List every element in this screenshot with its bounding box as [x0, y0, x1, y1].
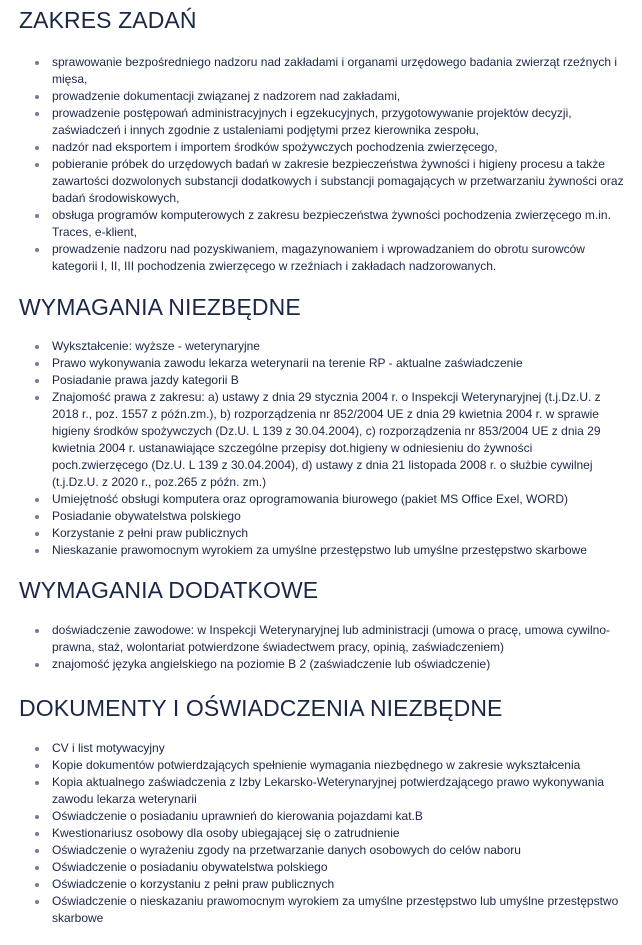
list-item: Kopie dokumentów potwierdzających spełnienie wymagania niezbędnego w zakresie wykształcenia: [52, 757, 624, 774]
list-item: Znajomość prawa z zakresu: a) ustawy z dnia 29 stycznia 2004 r. o Inspekcji Weterynaryjnej (t.j.Dz.U. z 2018 r., poz. 1557 z późn.zm.), b) rozporządzenia nr 852/2004 UE z dnia 29 kwietnia 2004 r. w sprawie higieny środków spożywczych (Dz.U. L 139 z 30.04.2004), c) rozporządzenia nr 853/2004 UE z dnia 29 kwietnia 2004 r. ustanawiające szczególne przepisy dot.higieny w odniesieniu do żywności poch.zwierzęcego (Dz.U. L 139 z 30.04.2004), d) ustawy z dnia 21 listopada 2008 r. o służbie cywilnej (t.j.Dz.U. z 2020 r., poz.265 z późn. zm.): [52, 389, 624, 491]
list-item: nadzór nad eksportem i importem środków spożywczych pochodzenia zwierzęcego,: [52, 139, 624, 156]
list-item: Posiadanie prawa jazdy kategorii B: [52, 372, 624, 389]
list-item: Oświadczenie o nieskazaniu prawomocnym wyrokiem za umyślne przestępstwo lub umyślne przestępstwo skarbowe: [52, 893, 624, 927]
list-item: Kwestionariusz osobowy dla osoby ubiegającej się o zatrudnienie: [52, 825, 624, 842]
list-item: Prawo wykonywania zawodu lekarza weterynarii na terenie RP - aktualne zaświadczenie: [52, 355, 624, 372]
list-item: Oświadczenie o posiadaniu obywatelstwa polskiego: [52, 859, 624, 876]
section-heading: DOKUMENTY I OŚWIADCZENIA NIEZBĘDNE: [19, 695, 503, 721]
list-item: sprawowanie bezpośredniego nadzoru nad zakładami i organami urzędowego badania zwierząt rzeźnych i mięsa,: [52, 54, 624, 88]
list-item: Posiadanie obywatelstwa polskiego: [52, 508, 624, 525]
section-dokumenty-i-oswiadczenia: [19, 694, 624, 927]
list-item: prowadzenie dokumentacji związanej z nadzorem nad zakładami,: [52, 88, 624, 105]
list-item: Korzystanie z pełni praw publicznych: [52, 525, 624, 542]
section-heading: WYMAGANIA DODATKOWE: [19, 577, 319, 603]
bullet-list: [19, 54, 624, 275]
list-item: Oświadczenie o wyrażeniu zgody na przetwarzanie danych osobowych do celów naboru: [52, 842, 624, 859]
list-item: Wykształcenie: wyższe - weterynaryjne: [52, 338, 624, 355]
bullet-list: [19, 338, 624, 559]
section-zakres-zadan: [19, 6, 624, 275]
section-wymagania-niezbedne: [19, 293, 624, 559]
section-wymagania-dodatkowe: [19, 576, 624, 673]
list-item: Umiejętność obsługi komputera oraz oprogramowania biurowego (pakiet MS Office Exel, WORD): [52, 491, 624, 508]
list-item: Kopia aktualnego zaświadczenia z Izby Lekarsko-Weterynaryjnej potwierdzającego prawo wykonywania zawodu lekarza weterynarii: [52, 774, 624, 808]
list-item: Oświadczenie o posiadaniu uprawnień do kierowania pojazdami kat.B: [52, 808, 624, 825]
list-item: doświadczenie zawodowe: w Inspekcji Weterynaryjnej lub administracji (umowa o pracę, umowa cywilno-prawna, staż, wolontariat potwierdzone świadectwem pracy, opinią, zaświadczeniem): [52, 622, 624, 656]
list-item: prowadzenie postępowań administracyjnych i egzekucyjnych, przygotowywanie projektów decyzji, zaświadczeń i innych zgodnie z ustaleniami podjętymi przez kierownika zespołu,: [52, 105, 624, 139]
list-item: znajomość języka angielskiego na poziomie B 2 (zaświadczenie lub oświadczenie): [52, 656, 624, 673]
list-item: Oświadczenie o korzystaniu z pełni praw publicznych: [52, 876, 624, 893]
list-item: obsługa programów komputerowych z zakresu bezpieczeństwa żywności pochodzenia zwierzęcego m.in. Traces, e-klient,: [52, 207, 624, 241]
bullet-list: [19, 740, 624, 927]
list-item: pobieranie próbek do urzędowych badań w zakresie bezpieczeństwa żywności i higieny procesu a także zawartości dozwolonych substancji dodatkowych i substancji pomagających w przetwarzaniu żywności oraz badań środowiskowych,: [52, 157, 624, 205]
section-heading: ZAKRES ZADAŃ: [19, 7, 197, 33]
list-item: prowadzenie nadzoru nad pozyskiwaniem, magazynowaniem i wprowadzaniem do obrotu surowców kategorii I, II, III pochodzenia zwierzęcego w rzeźniach i zakładach nadzorowanych.: [52, 241, 624, 275]
section-heading: WYMAGANIA NIEZBĘDNE: [19, 294, 301, 320]
list-item: Nieskazanie prawomocnym wyrokiem za umyślne przestępstwo lub umyślne przestępstwo skarbowe: [52, 542, 624, 559]
list-item: CV i list motywacyjny: [52, 740, 624, 757]
bullet-list: [19, 622, 624, 673]
